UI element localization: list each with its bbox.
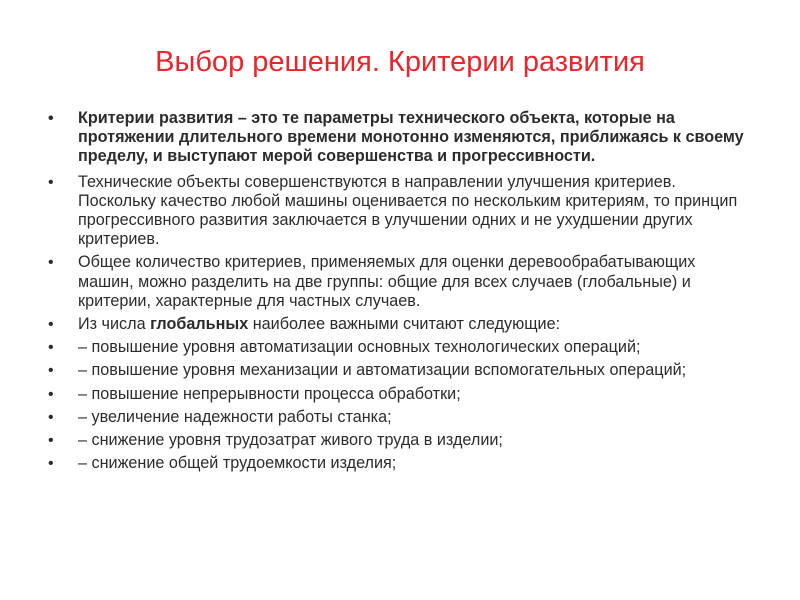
bullet-definition: • Критерии развития – это те параметры технического объекта, которые на протяжении длительного времени монотонно изменяются, приближаясь к своему пределу, и выступают мерой совершенства и прогрессивности.: [48, 109, 748, 167]
bullet-laboriousness: • – снижение общей трудоемкости изделия;: [48, 454, 748, 473]
bullet-mechanization: • – повышение уровня механизации и автоматизации вспомогательных операций;: [48, 361, 748, 380]
bullet-improvement: • Технические объекты совершенствуются в направлении улучшения критериев. Поскольку качество любой машины оценивается по нескольким критериям, то принцип прогрессивного развития заключается в улучшении одних и не ухудшении других критериев.: [48, 173, 748, 250]
bullet-groups: • Общее количество критериев, применяемых для оценки деревообрабатывающих машин, можно разделить на две группы: общие для всех случаев (глобальные) и критерии, характерные для частных случаев.: [48, 253, 748, 311]
slide-title: Выбор решения. Критерии развития: [155, 46, 645, 78]
bullet-global-intro-post: наиболее важными считают следующие:: [248, 315, 561, 334]
bullet-global-intro: [48, 315, 748, 334]
bullet-global-intro-bold: глобальных: [150, 315, 249, 334]
bullet-labor: • – снижение уровня трудозатрат живого труда в изделии;: [48, 431, 748, 450]
bullet-continuity: • – повышение непрерывности процесса обработки;: [48, 385, 748, 404]
bullet-automation: • – повышение уровня автоматизации основных технологических операций;: [48, 338, 748, 357]
bullet-list: [48, 109, 748, 477]
bullet-reliability: • – увеличение надежности работы станка;: [48, 408, 748, 427]
bullet-global-intro-pre: Из числа: [78, 315, 151, 334]
